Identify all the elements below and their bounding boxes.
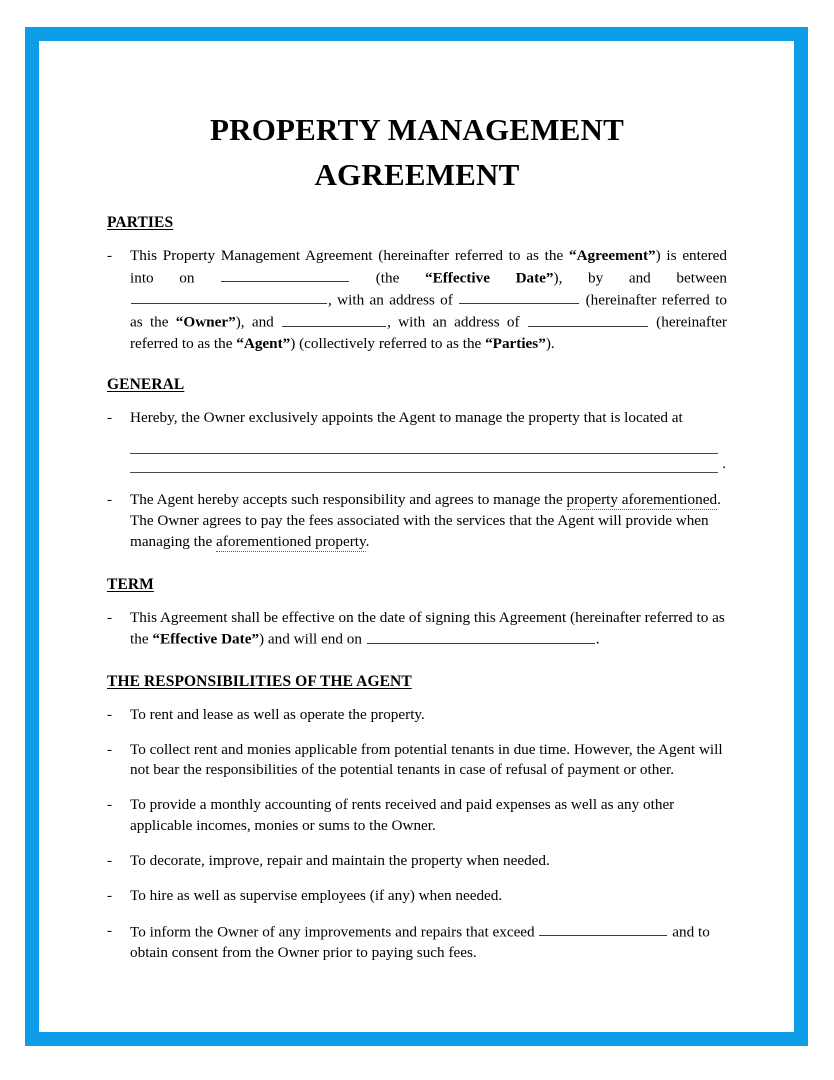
blank-expense-threshold[interactable] xyxy=(539,921,667,936)
responsibility-text: To decorate, improve, repair and maintain the property when needed. xyxy=(130,851,550,869)
general-item1-text: Hereby, the Owner exclusively appoints the Agent to manage the property that is located at xyxy=(130,409,683,427)
parties-seg11: ). xyxy=(545,334,555,352)
bullet-dash: - xyxy=(107,409,113,427)
spacer xyxy=(107,473,727,490)
general-item2-line2-a: The Owner agrees to pay the fees associated with the services that the Agent will provide when managing the xyxy=(130,511,709,550)
list-item xyxy=(107,851,727,872)
spacer xyxy=(107,907,727,921)
blank-end-date[interactable] xyxy=(367,628,595,643)
general-item2-line1-b: . xyxy=(717,491,721,509)
term-effective-date: “Effective Date” xyxy=(152,630,260,648)
blank-rule-row-1 xyxy=(130,435,726,454)
blank-agent-name[interactable] xyxy=(282,311,386,326)
parties-seg5: , with an address of xyxy=(328,291,453,309)
bullet-dash: - xyxy=(107,491,113,509)
term-paragraph xyxy=(130,608,727,651)
term-seg2: ) and will end on xyxy=(259,630,362,648)
section-heading-term: TERM xyxy=(107,575,154,593)
bullet-dash: - xyxy=(107,796,113,814)
parties-seg7: ), and xyxy=(235,313,274,331)
list-item xyxy=(107,740,727,782)
list-item xyxy=(107,886,727,907)
parties-seg6: (hereinafter referred to as the xyxy=(130,291,728,331)
section-heading-parties: PARTIES xyxy=(107,213,174,231)
spacer xyxy=(107,837,727,851)
grammar-suggestion-property-aforementioned[interactable]: property aforementioned xyxy=(566,491,718,509)
term-agent: “Agent” xyxy=(236,334,291,352)
blank-owner-address[interactable] xyxy=(459,289,579,304)
responsibility-last-seg2: and to obtain consent from the Owner prior to paying such fees. xyxy=(130,922,710,961)
section-heading-responsibilities: THE RESPONSIBILITIES OF THE AGENT xyxy=(107,672,412,690)
term-agreement: “Agreement” xyxy=(569,246,656,264)
list-item xyxy=(107,408,727,473)
term-list xyxy=(107,608,727,651)
general-item2-line1-a: The Agent hereby accepts such responsibility and agrees to manage the xyxy=(130,491,567,509)
list-item xyxy=(107,795,727,837)
bullet-dash: - xyxy=(107,740,113,758)
bullet-dash: - xyxy=(107,608,113,626)
bullet-dash: - xyxy=(107,921,113,939)
responsibility-text: To rent and lease as well as operate the property. xyxy=(130,705,425,723)
section-heading-general: GENERAL xyxy=(107,376,185,394)
grammar-suggestion-aforementioned-property[interactable]: aforementioned property xyxy=(216,532,366,550)
general-item2-line2 xyxy=(130,511,727,553)
bullet-dash: - xyxy=(107,851,113,869)
responsibilities-list xyxy=(107,705,727,964)
responsibility-last-seg1: To inform the Owner of any improvements and repairs that exceed xyxy=(130,922,535,940)
spacer xyxy=(107,594,727,608)
bullet-dash: - xyxy=(107,705,113,723)
list-item xyxy=(107,921,727,964)
parties-seg2: ) is entered into on xyxy=(130,246,727,287)
list-item xyxy=(107,246,727,354)
parties-seg4: ), by and between xyxy=(553,269,728,287)
blank-effective-date[interactable] xyxy=(221,267,349,282)
spacer xyxy=(107,872,727,886)
term-parties: “Parties” xyxy=(485,334,546,352)
term-seg3: . xyxy=(595,630,600,648)
general-list xyxy=(107,408,727,552)
term-effective-date: “Effective Date” xyxy=(425,269,554,287)
term-seg1: This Agreement shall be effective on the date of signing this Agreement (hereinafter referred to as the xyxy=(130,608,725,648)
responsibility-text: To collect rent and monies applicable from potential tenants in due time. However, the Agent will not bear the responsibilities of the potential tenants in case of refusal of payment or other. xyxy=(130,740,723,779)
term-owner: “Owner” xyxy=(175,313,236,331)
spacer xyxy=(107,691,727,705)
spacer xyxy=(107,726,727,740)
spacer xyxy=(107,232,727,246)
parties-seg10: ) (collectively referred to as the xyxy=(290,334,486,352)
parties-seg3: (the xyxy=(375,269,400,287)
page-title: PROPERTY MANAGEMENT AGREEMENT xyxy=(209,112,625,192)
blank-agent-address[interactable] xyxy=(528,311,648,326)
document-content xyxy=(107,108,727,964)
spacer xyxy=(107,781,727,795)
blank-property-address-line2[interactable] xyxy=(130,454,718,473)
bullet-dash: - xyxy=(107,246,113,264)
bullet-dash: - xyxy=(107,886,113,904)
parties-list xyxy=(107,246,727,354)
list-item xyxy=(107,608,727,651)
list-item xyxy=(107,490,727,552)
spacer xyxy=(107,394,727,408)
general-item1-period: . xyxy=(722,455,726,473)
blank-rule-row-2 xyxy=(130,454,726,473)
parties-seg8: , with an address of xyxy=(387,313,520,331)
parties-paragraph xyxy=(130,246,727,354)
responsibility-text: To hire as well as supervise employees (if any) when needed. xyxy=(130,886,503,904)
blank-property-address-line1[interactable] xyxy=(130,435,718,454)
parties-seg1: This Property Management Agreement (hereinafter referred to as the xyxy=(130,246,569,264)
parties-seg9: (hereinafter referred to as the xyxy=(130,313,727,352)
responsibility-text: To provide a monthly accounting of rents received and paid expenses as well as any other applicable incomes, monies or sums to the Owner. xyxy=(130,796,675,835)
general-item2-line1 xyxy=(130,490,727,511)
list-item xyxy=(107,705,727,726)
general-item2-line2-b: . xyxy=(365,532,370,550)
blank-owner-name[interactable] xyxy=(131,289,327,304)
responsibility-last-text xyxy=(130,921,727,964)
